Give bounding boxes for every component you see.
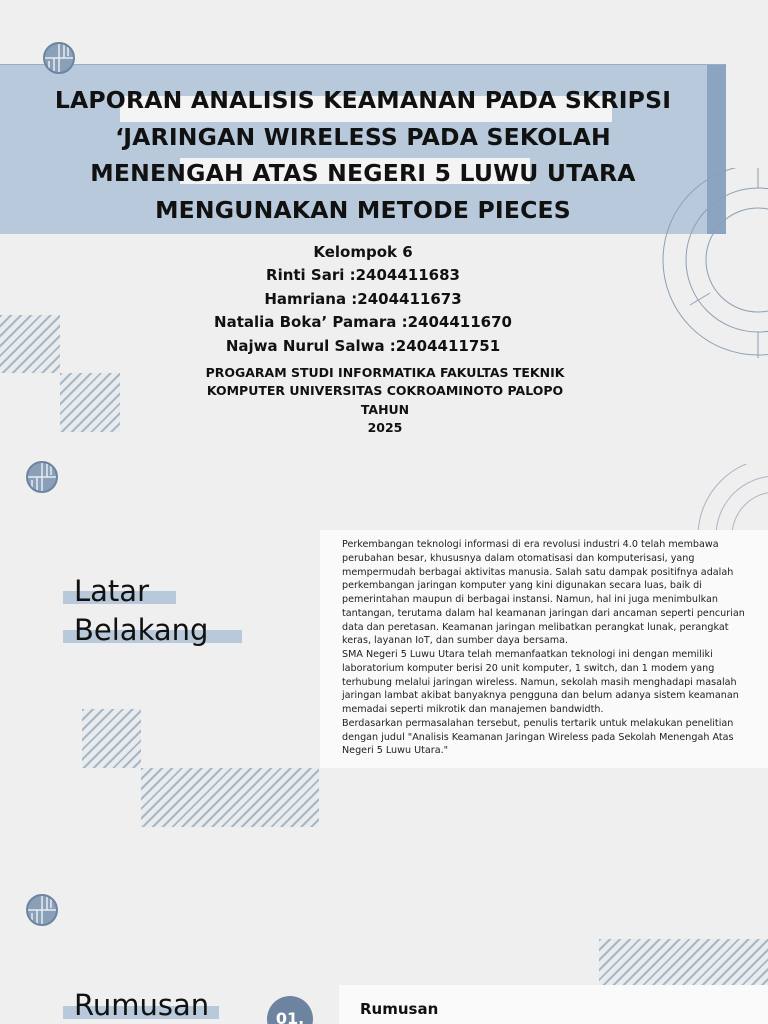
member-name: Hamriana :2404411673 — [264, 289, 462, 308]
section-heading-line: Rumusan — [74, 988, 210, 1022]
group-name: Kelompok 6 — [313, 243, 413, 261]
number-badge: 01. — [267, 996, 313, 1024]
author-block — [150, 241, 576, 358]
program-line: TAHUN — [360, 401, 410, 417]
paragraph: Perkembangan teknologi informasi di era revolusi industri 4.0 telah membawa perubahan besar, khususnya dalam otomatisasi dan komputerisasi, yang mempermudah berbagai aktivitas manusia. Salah satu dampak positifnya adalah perkembangan jaringan komputer yang kini digunakan secara luas, baik di pemerintahan maupun di berbagai instansi. Namun, hal ini juga menimbulkan tantangan, terutama dalam hal keamanan jaringan dari ancaman seperti pencurian data dan peretasan. Keamanan jaringan melibatkan perangkat lunak, perangkat keras, layanan IoT, dan sumber daya bersama. — [342, 539, 745, 647]
paragraph: SMA Negeri 5 Luwu Utara telah memanfaatkan teknologi ini dengan memiliki laboratorium komputer berisi 20 unit komputer, 1 switch, dan 1 modem yang terhubung melalui jaringan wireless. Namun, sekolah masih menghadapi masalah jaringan lambat akibat banyaknya pengguna dan belum adanya sistem keamanan memadai seperti mikrotik dan manajemen bandwidth. — [342, 649, 739, 715]
title-banner-line — [0, 64, 726, 65]
member-name: Najwa Nurul Salwa :2404411751 — [225, 336, 501, 355]
program-year: 2025 — [367, 419, 403, 435]
program-line: PROGARAM STUDI INFORMATIKA FAKULTAS TEKNIK — [205, 365, 565, 380]
member-name: Rinti Sari :2404411683 — [266, 266, 460, 285]
ring-icon — [43, 42, 75, 74]
section-heading-line: Latar — [74, 574, 149, 608]
program-line: KOMPUTER UNIVERSITAS COKROAMINOTO PALOPO — [206, 383, 564, 399]
document-title: LAPORAN ANALISIS KEAMANAN PADA SKRIPSI ‘JARINGAN WIRELESS PADA SEKOLAH MENENGAH ATAS NEGERI 5 LUWU UTARA MENGUNAKAN METODE PIECES — [54, 86, 672, 224]
paragraph: Berdasarkan permasalahan tersebut, penulis tertarik untuk melakukan penelitian dengan judul "Analisis Keamanan Jaringan Wireless pada Sekolah Menengah Atas Negeri 5 Luwu Utara." — [342, 717, 734, 757]
hatched-block — [82, 709, 141, 768]
member-name: Natalia Boka’ Pamara :2404411670 — [214, 313, 512, 332]
ring-icon — [26, 894, 58, 926]
hatched-block — [0, 315, 60, 373]
hatched-block — [60, 373, 120, 432]
rumusan-subheading: Rumusan — [360, 1000, 439, 1018]
concentric-circles-decoration — [660, 168, 768, 364]
background-text — [342, 538, 752, 758]
hatched-block — [141, 768, 319, 827]
section-heading-line: Belakang — [74, 613, 209, 647]
ring-icon — [26, 461, 58, 493]
program-info — [180, 364, 590, 437]
